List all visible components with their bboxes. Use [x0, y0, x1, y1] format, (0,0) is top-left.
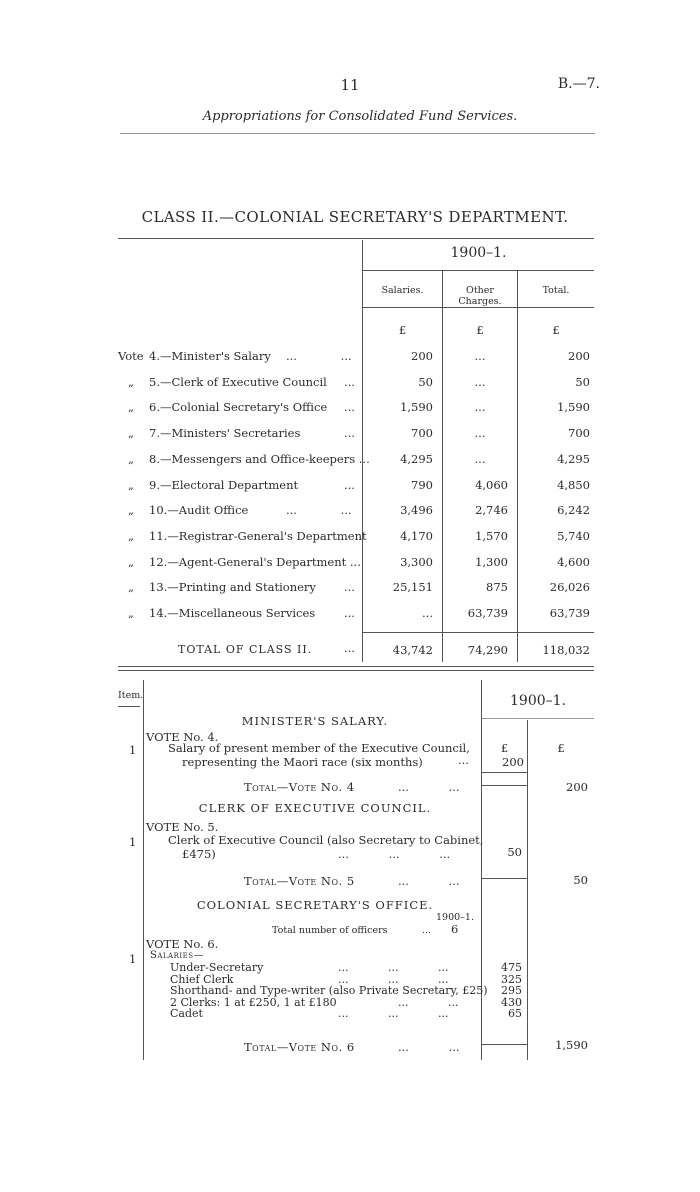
- ditto-mark: „: [128, 375, 134, 389]
- currency-salaries: £: [398, 323, 407, 337]
- vote-dots: ...: [344, 478, 355, 492]
- vote-salaries: 200: [411, 349, 433, 363]
- salary-line-amount: 295: [501, 984, 522, 997]
- salaries-label: Salaries—: [150, 950, 205, 961]
- vote-label: 12.—Agent-General's Department ...: [149, 555, 361, 569]
- vote-salaries: 1,590: [400, 400, 433, 414]
- vote-salaries: 3,496: [400, 503, 433, 517]
- clerk-total-rule: [482, 878, 527, 879]
- vote-dots: ... ...: [286, 349, 352, 363]
- vote-total: 4,600: [557, 555, 590, 569]
- vote-dots: ...: [344, 580, 355, 594]
- clerk-dots: ... ... ...: [338, 847, 451, 861]
- salary-line-amount: 325: [501, 973, 522, 986]
- vote-salaries: 700: [411, 426, 433, 440]
- col-header-other-charges: Other Charges.: [458, 285, 502, 307]
- vote-salaries: ...: [422, 606, 433, 620]
- item-column-divider: [143, 680, 144, 1060]
- ditto-mark: „: [128, 478, 134, 492]
- clerk-heading: CLERK OF EXECUTIVE COUNCIL.: [198, 801, 432, 815]
- summary-col-divider: [362, 240, 363, 662]
- officers-label: Total number of officers: [272, 925, 388, 936]
- vote-other-charges: 63,739: [467, 606, 508, 620]
- currency-total: £: [552, 323, 560, 337]
- clerk-amount: 50: [507, 845, 522, 859]
- vote-other-charges: ...: [474, 349, 486, 363]
- vote-dots: ...: [344, 375, 355, 389]
- vote-other-charges: ...: [474, 375, 486, 389]
- clerk-total: 50: [573, 873, 588, 887]
- salary-line-dots: ... ... ...: [338, 973, 449, 986]
- vote-5-label: VOTE No. 5.: [146, 820, 219, 834]
- vote-label: 11.—Registrar-General's Department: [149, 529, 367, 543]
- office-heading: COLONIAL SECRETARY'S OFFICE.: [196, 898, 434, 912]
- minister-pound-1: £: [500, 741, 509, 755]
- item-column-header: Item.: [118, 690, 144, 701]
- total-class-salaries: 43,742: [392, 643, 433, 657]
- vote-total: 4,850: [557, 478, 590, 492]
- detail-year-rule: [482, 718, 594, 719]
- minister-heading: MINISTER'S SALARY.: [241, 714, 389, 728]
- ditto-mark: „: [128, 529, 134, 543]
- vote-label: 9.—Electoral Department: [149, 478, 299, 492]
- vote-total: 6,242: [557, 503, 590, 517]
- summary-bottom-rule: [118, 666, 594, 667]
- office-total: 1,590: [555, 1038, 588, 1052]
- clerk-line-2: £475): [182, 847, 216, 861]
- amount-column-divider: [527, 720, 528, 1060]
- ditto-mark: „: [128, 452, 134, 466]
- col-header-rule: [363, 307, 594, 308]
- vote-label: 7.—Ministers' Secretaries: [149, 426, 301, 440]
- ditto-mark: „: [128, 503, 134, 517]
- clerk-total-label: Total—Vote No. 5: [244, 874, 355, 888]
- vote-salaries: 4,170: [400, 529, 433, 543]
- total-class-total: 118,032: [542, 643, 590, 657]
- salary-line-amount: 475: [501, 961, 522, 974]
- vote-dots: ...: [344, 426, 355, 440]
- minister-dots: ...: [458, 753, 469, 767]
- salary-line-label: Under-Secretary: [170, 961, 264, 974]
- vote-dots: ...: [344, 606, 355, 620]
- office-total-dots: ... ...: [398, 1040, 460, 1054]
- summary-year-header: 1900–1.: [450, 245, 507, 261]
- vote-6-label: VOTE No. 6.: [146, 937, 219, 951]
- minister-total-dots: ... ...: [398, 780, 460, 794]
- vote-dots: ...: [344, 400, 355, 414]
- vote-other-charges: 1,300: [475, 555, 508, 569]
- vote-label: 4.—Minister's Salary: [149, 349, 271, 363]
- salary-line-label: Cadet: [170, 1007, 203, 1020]
- item-number: 1: [129, 952, 137, 966]
- vote-other-charges: ...: [474, 452, 486, 466]
- vote-salaries: 3,300: [400, 555, 433, 569]
- salary-line-label: 2 Clerks: 1 at £250, 1 at £180: [170, 996, 337, 1009]
- salary-line-amount: 65: [508, 1007, 522, 1020]
- vote-prefix: Vote: [118, 349, 144, 363]
- vote-total: 63,739: [549, 606, 590, 620]
- vote-label: 13.—Printing and Stationery: [149, 580, 316, 594]
- vote-label: 6.—Colonial Secretary's Office: [149, 400, 328, 414]
- vote-salaries: 50: [418, 375, 433, 389]
- vote-label: 10.—Audit Office: [149, 503, 249, 517]
- item-number: 1: [129, 743, 137, 757]
- minister-line-1: Salary of present member of the Executive Council,: [168, 741, 470, 755]
- salary-line-label: Chief Clerk: [170, 973, 234, 986]
- minister-line-2: representing the Maori race (six months): [182, 755, 423, 769]
- page-subtitle: Appropriations for Consolidated Fund Services.: [202, 109, 518, 124]
- salary-line-label: Shorthand- and Type-writer (also Private Secretary, £25): [170, 984, 488, 997]
- summary-top-rule: [118, 238, 594, 239]
- year-rule: [363, 270, 594, 271]
- total-class-label: TOTAL OF CLASS II.: [178, 643, 313, 656]
- document-ref: B.—7.: [557, 76, 600, 92]
- ditto-mark: „: [128, 555, 134, 569]
- office-total-label: Total—Vote No. 6: [244, 1040, 355, 1054]
- total-class-other: 74,290: [467, 643, 508, 657]
- currency-other: £: [476, 323, 484, 337]
- salary-line-dots: ... ... ...: [338, 961, 449, 974]
- salary-line-amount: 430: [501, 996, 522, 1009]
- vote-total: 200: [568, 349, 590, 363]
- minister-total-rule: [482, 785, 527, 786]
- vote-other-charges: 1,570: [475, 529, 508, 543]
- vote-dots: ... ...: [286, 503, 352, 517]
- item-number: 1: [129, 835, 137, 849]
- officers-dots: ...: [422, 925, 432, 936]
- vote-total: 50: [575, 375, 590, 389]
- officers-year: 1900–1.: [436, 912, 474, 923]
- vote-other-charges: 4,060: [475, 478, 508, 492]
- officers-count: 6: [451, 922, 459, 936]
- col-header-total: Total.: [542, 285, 570, 296]
- minister-subtotal-rule: [482, 772, 527, 773]
- vote-label: 14.—Miscellaneous Services: [149, 606, 316, 620]
- office-total-rule: [482, 1044, 527, 1045]
- salary-line-dots: ... ...: [398, 996, 459, 1009]
- vote-total: 26,026: [549, 580, 590, 594]
- vote-other-charges: ...: [474, 400, 486, 414]
- vote-label: 5.—Clerk of Executive Council: [149, 375, 327, 389]
- vote-salaries: 4,295: [400, 452, 433, 466]
- total-class-dots: ...: [344, 641, 355, 655]
- vote-label: 8.—Messengers and Office-keepers ...: [149, 452, 370, 466]
- item-header-rule: [118, 706, 140, 707]
- vote-salaries: 790: [411, 478, 433, 492]
- vote-total: 1,590: [557, 400, 590, 414]
- clerk-total-dots: ... ...: [398, 874, 460, 888]
- page-number: 11: [340, 76, 360, 94]
- vote-other-charges: 875: [486, 580, 508, 594]
- vote-other-charges: ...: [474, 426, 486, 440]
- ditto-mark: „: [128, 426, 134, 440]
- ditto-mark: „: [128, 580, 134, 594]
- header-rule: [120, 133, 595, 134]
- salary-line-dots: ... ... ...: [338, 1007, 449, 1020]
- vote-other-charges: 2,746: [475, 503, 508, 517]
- minister-total: 200: [566, 780, 588, 794]
- minister-pound-2: £: [557, 741, 565, 755]
- clerk-line-1: Clerk of Executive Council (also Secretary to Cabinet,: [168, 833, 484, 847]
- detail-year-header: 1900–1.: [510, 693, 566, 709]
- vote-total: 4,295: [557, 452, 590, 466]
- vote-4-label: VOTE No. 4.: [146, 730, 219, 744]
- vote-salaries: 25,151: [392, 580, 433, 594]
- vote-total: 5,740: [557, 529, 590, 543]
- class-title: CLASS II.—COLONIAL SECRETARY'S DEPARTMENT.: [141, 208, 569, 226]
- vote-total: 700: [568, 426, 590, 440]
- ditto-mark: „: [128, 606, 134, 620]
- col-header-salaries: Salaries.: [381, 285, 424, 296]
- minister-amount: 200: [502, 755, 524, 769]
- minister-total-label: Total—Vote No. 4: [244, 780, 355, 794]
- summary-bottom-rule: [118, 670, 594, 671]
- total-rule: [363, 632, 594, 633]
- ditto-mark: „: [128, 400, 134, 414]
